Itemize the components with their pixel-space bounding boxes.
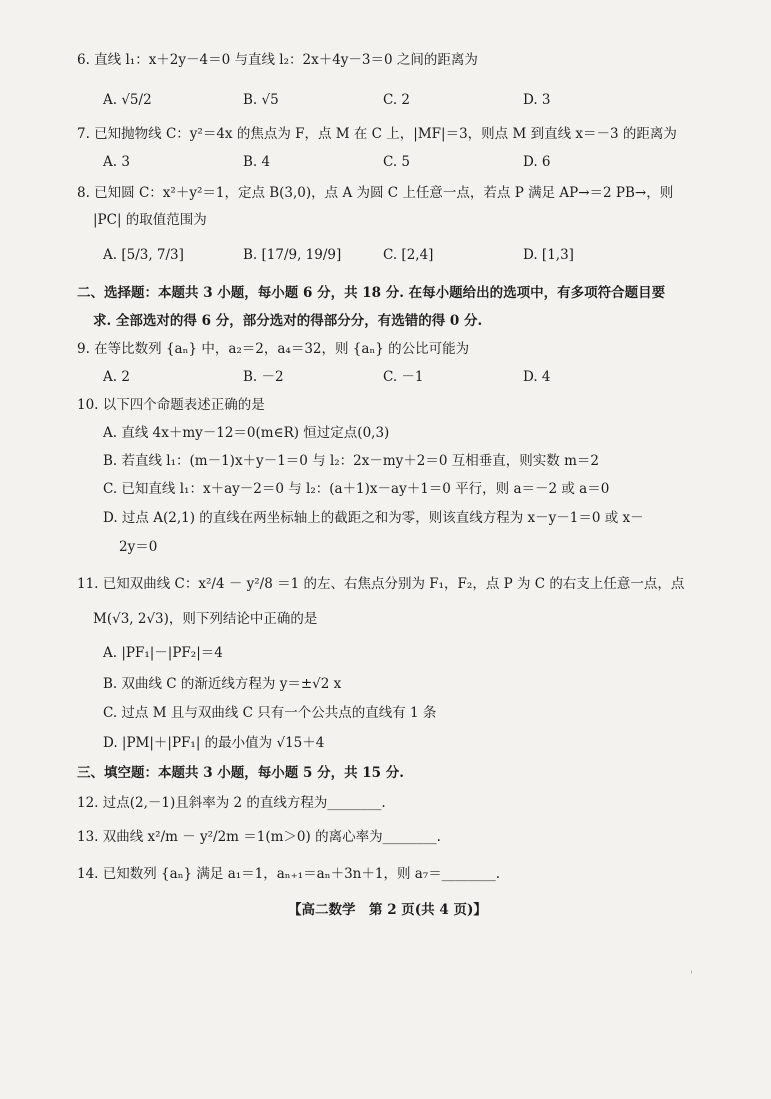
section2-heading-line1: 二、选择题：本题共 3 小题，每小题 6 分，共 18 分. 在每小题给出的选项中，有多项符合题目要 xyxy=(77,285,666,301)
section3-heading: 三、填空题：本题共 3 小题，每小题 5 分，共 15 分. xyxy=(77,765,404,781)
q10-stem: 10. 以下四个命题表述正确的是 xyxy=(77,397,265,413)
page-footer: 【高二数学 第 2 页(共 4 页)】 xyxy=(288,902,487,918)
q11-stem-line1: 11. 已知双曲线 C：x²/4 － y²/8 ＝1 的左、右焦点分别为 F₁，F₂，点 P 为 C 的右支上任意一点，点 xyxy=(77,576,685,592)
q8-option-b: B. [17/9, 19/9] xyxy=(243,247,342,263)
q6-stem: 6. 直线 l₁：x＋2y－4＝0 与直线 l₂：2x＋4y－3＝0 之间的距离为 xyxy=(77,52,478,68)
q11-option-b: B. 双曲线 C 的渐近线方程为 y＝±√2 x xyxy=(103,676,342,692)
q8-option-d: D. [1,3] xyxy=(523,247,574,263)
q9-option-c: C. －1 xyxy=(383,369,424,385)
q8-option-a: A. [5/3, 7/3] xyxy=(103,247,184,263)
q13-stem: 13. 双曲线 x²/m － y²/2m ＝1(m＞0) 的离心率为________. xyxy=(77,829,441,845)
q6-option-b: B. √5 xyxy=(243,92,279,108)
q6-option-d: D. 3 xyxy=(523,92,551,108)
q10-option-d-line2: 2y＝0 xyxy=(119,539,158,555)
q7-option-c: C. 5 xyxy=(383,154,411,170)
q11-option-c: C. 过点 M 且与双曲线 C 只有一个公共点的直线有 1 条 xyxy=(103,705,437,721)
q10-option-c: C. 已知直线 l₁：x＋ay－2＝0 与 l₂：(a＋1)x－ay＋1＝0 平行，则 a＝－2 或 a＝0 xyxy=(103,481,610,497)
q6-option-c: C. 2 xyxy=(383,92,411,108)
q7-stem: 7. 已知抛物线 C：y²＝4x 的焦点为 F，点 M 在 C 上，|MF|＝3，则点 M 到直线 x＝－3 的距离为 xyxy=(77,126,677,142)
q7-option-d: D. 6 xyxy=(523,154,551,170)
q11-option-a: A. |PF₁|－|PF₂|＝4 xyxy=(103,645,223,661)
q9-stem: 9. 在等比数列 {aₙ} 中，a₂＝2，a₄＝32，则 {aₙ} 的公比可能为 xyxy=(77,341,470,357)
q8-stem-line2: |PC| 的取值范围为 xyxy=(93,212,207,228)
q7-option-b: B. 4 xyxy=(243,154,271,170)
q6-option-a: A. √5/2 xyxy=(103,92,152,108)
q10-option-d-line1: D. 过点 A(2,1) 的直线在两坐标轴上的截距之和为零，则该直线方程为 x－y－1＝0 或 x－ xyxy=(103,510,644,526)
scan-mark: ' xyxy=(690,970,693,981)
q11-stem-line2: M(√3, 2√3)，则下列结论中正确的是 xyxy=(93,611,318,627)
q8-stem-line1: 8. 已知圆 C：x²＋y²＝1，定点 B(3,0)，点 A 为圆 C 上任意一点，若点 P 满足 AP→＝2 PB→，则 xyxy=(77,185,674,201)
q11-option-d: D. |PM|＋|PF₁| 的最小值为 √15＋4 xyxy=(103,735,325,751)
q14-stem: 14. 已知数列 {aₙ} 满足 a₁＝1，aₙ₊₁＝aₙ＋3n＋1，则 a₇＝________. xyxy=(77,866,500,882)
q10-option-b: B. 若直线 l₁：(m－1)x＋y－1＝0 与 l₂：2x－my＋2＝0 互相垂直，则实数 m＝2 xyxy=(103,453,599,469)
q9-option-a: A. 2 xyxy=(103,369,130,385)
section2-heading-line2: 求. 全部选对的得 6 分，部分选对的得部分分，有选错的得 0 分. xyxy=(93,313,483,329)
q8-option-c: C. [2,4] xyxy=(383,247,434,263)
q9-option-d: D. 4 xyxy=(523,369,551,385)
q7-option-a: A. 3 xyxy=(103,154,130,170)
q12-stem: 12. 过点(2,－1)且斜率为 2 的直线方程为________. xyxy=(77,795,386,811)
q10-option-a: A. 直线 4x＋my－12＝0(m∈R) 恒过定点(0,3) xyxy=(103,425,390,441)
q9-option-b: B. －2 xyxy=(243,369,284,385)
